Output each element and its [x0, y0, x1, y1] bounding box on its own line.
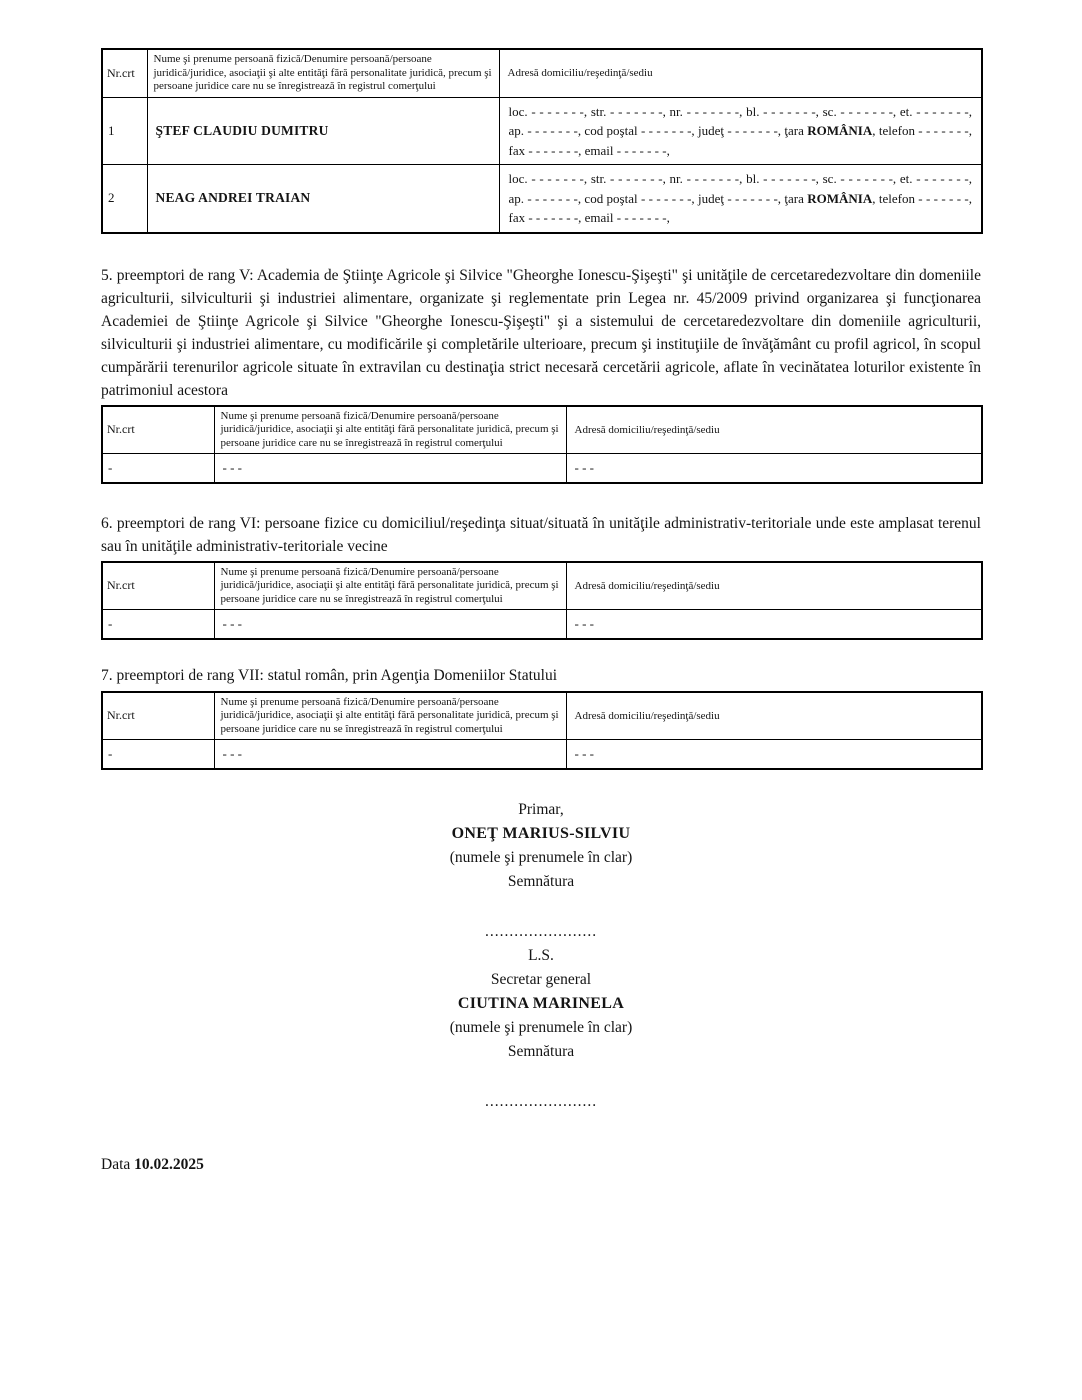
column-header-name: Nume şi prenume persoană fizică/Denumire persoană/persoane juridică/juridice, asociaţii şi alte entităţi fără personalitate juridică, precum şi persoane juridice care nu se înregistrează în registrul comerţului	[214, 692, 566, 740]
table-header-row	[102, 49, 982, 97]
rank-vii-table	[101, 691, 983, 770]
preemptor-name: ŞTEF CLAUDIU DUMITRU	[147, 97, 499, 165]
signature-block-primar	[101, 798, 981, 968]
address-line-3: fax - - - - - - -, email - - - - - - -,	[508, 142, 670, 158]
name-in-clear-note: (numele şi prenumele în clar)	[449, 848, 633, 866]
column-header-name: Nume şi prenume persoană fizică/Denumire persoană/persoane juridică/juridice, asociaţii şi alte entităţi fără personalitate juridică, precum şi persoane juridice care nu se înregistrează în registrul comerţului	[214, 562, 566, 610]
address-line-2: ap. - - - - - - -, cod poştal - - - - - - -, judeţ - - - - - - -, ţara ROMÂNIA, telefon - - - - - - -,	[508, 190, 972, 206]
column-header-nrcrt: Nr.crt	[102, 49, 147, 97]
table-header-row	[102, 692, 982, 740]
column-header-address: Adresă domiciliu/reşedinţă/sediu	[566, 562, 982, 610]
address-line-3: fax - - - - - - -, email - - - - - - -,	[508, 210, 670, 225]
column-header-address: Adresă domiciliu/reşedinţă/sediu	[566, 406, 982, 454]
row-number: -	[102, 610, 214, 639]
name-in-clear-note: (numele şi prenumele în clar)	[449, 1018, 633, 1036]
empty-name-cell: - - -	[214, 454, 566, 483]
signature-label: Semnătura	[507, 1042, 575, 1060]
date-value: 10.02.2025	[134, 1155, 204, 1173]
signer-role: Secretar general	[490, 970, 592, 988]
preemptors-table	[101, 48, 983, 234]
column-header-nrcrt: Nr.crt	[102, 692, 214, 740]
column-header-name: Nume şi prenume persoană fizică/Denumire persoană/persoane juridică/juridice, asociaţii şi alte entităţi fără personalitate juridică, precum şi persoane juridice care nu se înregistrează în registrul comerţului	[214, 406, 566, 454]
country-name: ROMÂNIA	[807, 123, 873, 138]
table-header-row	[102, 562, 982, 610]
ls-stamp-label: L.S.	[528, 946, 554, 964]
column-header-nrcrt: Nr.crt	[102, 406, 214, 454]
table-row	[102, 97, 982, 165]
column-header-name: Nume şi prenume persoană fizică/Denumire persoană/persoane juridică/juridice, asociaţii şi alte entităţi fără personalitate juridică, precum şi persoane juridice care nu se înregistrează în registrul comerţului	[147, 49, 499, 97]
preemptor-address	[499, 165, 982, 233]
signature-dotted-line: .......................	[484, 922, 598, 940]
empty-address-cell: - - -	[566, 610, 982, 639]
row-number: -	[102, 454, 214, 483]
rank-vi-table	[101, 561, 983, 640]
row-number: 1	[102, 97, 147, 165]
signature-block-secretar	[101, 968, 981, 1114]
country-name: ROMÂNIA	[807, 190, 873, 206]
empty-address-cell: - - -	[566, 454, 982, 483]
document-date	[101, 1156, 981, 1174]
row-number: -	[102, 740, 214, 769]
empty-table-row	[102, 454, 982, 483]
empty-name-cell: - - -	[214, 740, 566, 769]
column-header-nrcrt: Nr.crt	[102, 562, 214, 610]
signature-label: Semnătura	[507, 872, 575, 890]
table-header-row	[102, 406, 982, 454]
empty-table-row	[102, 610, 982, 639]
date-label: Data	[101, 1155, 131, 1173]
signature-dotted-line: .......................	[484, 1092, 598, 1110]
column-header-address: Adresă domiciliu/reşedinţă/sediu	[499, 49, 982, 97]
preemptor-name: NEAG ANDREI TRAIAN	[147, 165, 499, 233]
table-row	[102, 165, 982, 233]
rank-v-table	[101, 405, 983, 484]
empty-address-cell: - - -	[566, 740, 982, 769]
signer-name: ONEŢ MARIUS-SILVIU	[451, 824, 631, 842]
address-line-2: ap. - - - - - - -, cod poştal - - - - - - -, judeţ - - - - - - -, ţara ROMÂNIA, telefon - - - - - - -,	[508, 123, 972, 138]
section-rank-v-paragraph: 5. preemptori de rang V: Academia de Ştiinţe Agricole şi Silvice "Gheorghe Ionescu-Şişeşti" şi unităţile de cercetaredezvoltare din domeniile agriculturii, silviculturii şi industriei alimentare, organizate şi reglementate prin Legea nr. 45/2009 privind organizarea şi funcţionarea Academiei de Ştiinţe Agricole şi Silvice "Gheorghe Ionescu-Şişeşti" şi a sistemului de cercetaredezvoltare din domeniile agriculturii, silviculturii şi industriei alimentare, cu modificările şi completările ulterioare, precum şi instituţiile de învăţământ cu profil agricol, în scopul cumpărării terenurilor agricole situate în extravilan cu destinaţia strict necesară cercetării agricole, aflate în vecinătatea loturilor existente în patrimoniul acestora	[101, 266, 981, 399]
address-line-1: loc. - - - - - - -, str. - - - - - - -, nr. - - - - - - -, bl. - - - - - - -, sc. - - - - - - -, et. - - - - - - -,	[508, 103, 972, 119]
empty-table-row	[102, 740, 982, 769]
row-number: 2	[102, 165, 147, 233]
column-header-address: Adresă domiciliu/reşedinţă/sediu	[566, 692, 982, 740]
section-rank-vii-paragraph: 7. preemptori de rang VII: statul român, prin Agenţia Domeniilor Statului	[101, 666, 558, 684]
section-rank-vi-paragraph: 6. preemptori de rang VI: persoane fizice cu domiciliul/reşedinţa situat/situată în unităţile administrativ-teritoriale unde este amplasat terenul sau în unităţile administrativ-teritoriale vecine	[101, 514, 981, 555]
empty-name-cell: - - -	[214, 610, 566, 639]
preemptor-address	[499, 97, 982, 165]
signer-role: Primar,	[518, 800, 564, 818]
signer-name: CIUTINA MARINELA	[457, 994, 625, 1012]
address-line-1: loc. - - - - - - -, str. - - - - - - -, nr. - - - - - - -, bl. - - - - - - -, sc. - - - - - - -, et. - - - - - - -,	[508, 171, 972, 186]
